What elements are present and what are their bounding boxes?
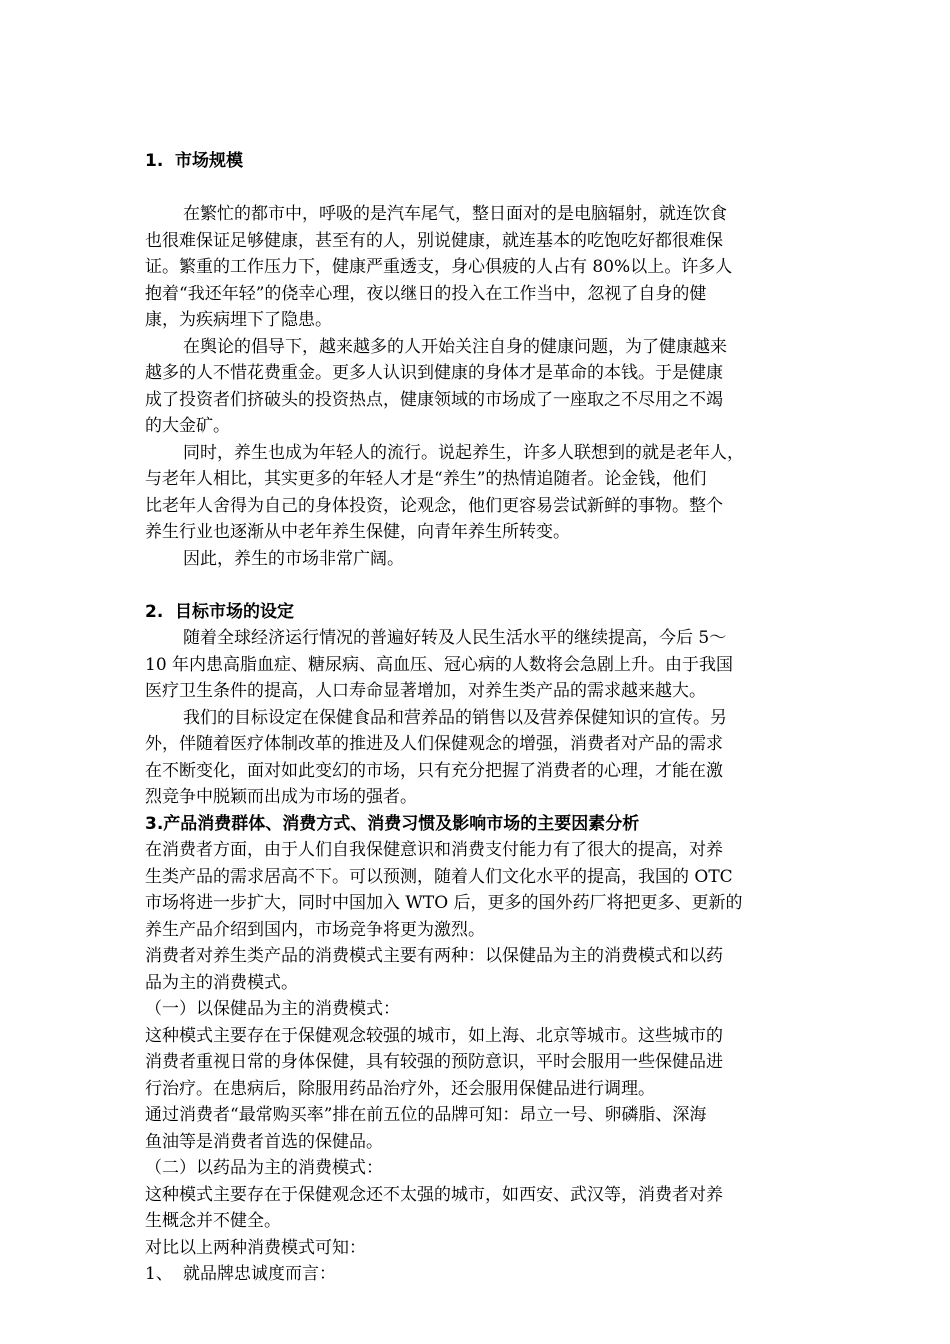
text-line: 烈竞争中脱颖而出成为市场的强者。 bbox=[145, 787, 417, 807]
section-1-paragraph-4 bbox=[145, 546, 805, 573]
section-1-title: 市场规模 bbox=[175, 151, 243, 171]
text-line: 康，为疾病埋下了隐患。 bbox=[145, 310, 332, 330]
text-line: 医疗卫生条件的提高，人口寿命显著增加，对养生类产品的需求越来越大。 bbox=[145, 681, 706, 701]
section-1-paragraph-1 bbox=[145, 201, 805, 334]
subheading-health-products-mode: （一）以保健品为主的消费模式： bbox=[145, 999, 400, 1019]
subheading-medicine-mode: （二）以药品为主的消费模式： bbox=[145, 1158, 383, 1178]
section-1-paragraph-2 bbox=[145, 334, 805, 440]
section-3-heading: 3.产品消费群体、消费方式、消费习惯及影响市场的主要因素分析 bbox=[145, 813, 640, 834]
list-item-text: 就品牌忠诚度而言： bbox=[183, 1264, 336, 1284]
section-2-title: 目标市场的设定 bbox=[175, 601, 294, 622]
list-item bbox=[145, 1261, 805, 1288]
section-2-number: 2. bbox=[145, 601, 164, 622]
text-line: 通过消费者“最常购买率”排在前五位的品牌可知：昂立一号、卵磷脂、深海 bbox=[145, 1105, 707, 1125]
text-line: 在繁忙的都市中，呼吸的是汽车尾气，整日面对的是电脑辐射，就连饮食 bbox=[183, 204, 727, 224]
text-line: 鱼油等是消费者首选的保健品。 bbox=[145, 1131, 383, 1152]
section-2-paragraph-2 bbox=[145, 705, 805, 811]
text-line: 在消费者方面，由于人们自我保健意识和消费支付能力有了很大的提高，对养 bbox=[145, 840, 723, 860]
text-line: 养生行业也逐渐从中老年养生保健，向青年养生所转变。 bbox=[145, 522, 570, 542]
section-1-number: 1. bbox=[145, 151, 164, 171]
text-line: 因此，养生的市场非常广阔。 bbox=[183, 548, 404, 569]
text-line: 比老年人舍得为自己的身体投资，论观念，他们更容易尝试新鲜的事物。整个 bbox=[145, 495, 723, 516]
text-line: 行治疗。在患病后，除服用药品治疗外，还会服用保健品进行调理。 bbox=[145, 1078, 655, 1099]
text-line: 的大金矿。 bbox=[145, 416, 230, 436]
text-line: 这种模式主要存在于保健观念较强的城市，如上海、北京等城市。这些城市的 bbox=[145, 1025, 723, 1046]
text-line: 生类产品的需求居高不下。可以预测，随着人们文化水平的提高，我国的 OTC bbox=[145, 866, 733, 887]
text-line: 也很难保证足够健康，甚至有的人，别说健康，就连基本的吃饱吃好都很难保 bbox=[145, 230, 723, 251]
text-line: 品为主的消费模式。 bbox=[145, 972, 298, 993]
text-line: 与老年人相比，其实更多的年轻人才是“养生”的热情追随者。论金钱，他们 bbox=[145, 469, 707, 489]
section-1-paragraph-3 bbox=[145, 440, 805, 546]
text-line: 10 年内患高脂血症、糖尿病、高血压、冠心病的人数将会急剧上升。由于我国 bbox=[145, 654, 734, 675]
text-line: 市场将进一步扩大，同时中国加入 WTO 后，更多的国外药厂将把更多、更新的 bbox=[145, 893, 743, 913]
section-3-body bbox=[145, 837, 805, 1288]
text-line: 对比以上两种消费模式可知： bbox=[145, 1237, 366, 1258]
text-line: 外，伴随着医疗体制改革的推进及人们保健观念的增强，消费者对产品的需求 bbox=[145, 734, 723, 754]
section-2-heading bbox=[145, 599, 805, 626]
section-2-paragraph-1 bbox=[145, 625, 805, 705]
text-line: 我们的目标设定在保健食品和营养品的销售以及营养保健知识的宣传。另 bbox=[183, 707, 727, 728]
text-line: 养生产品介绍到国内，市场竞争将更为激烈。 bbox=[145, 919, 485, 940]
text-line: 成了投资者们挤破头的投资热点，健康领域的市场成了一座取之不尽用之不竭 bbox=[145, 389, 723, 410]
text-line: 在舆论的倡导下，越来越多的人开始关注自身的健康问题，为了健康越来 bbox=[183, 336, 727, 357]
text-line: 抱着“我还年轻”的侥幸心理，夜以继日的投入在工作当中，忽视了自身的健 bbox=[145, 283, 707, 304]
document-page bbox=[145, 148, 805, 1288]
text-line: 同时，养生也成为年轻人的流行。说起养生，许多人联想到的就是老年人， bbox=[183, 442, 744, 463]
text-line: 消费者重视日常的身体保健，具有较强的预防意识，平时会服用一些保健品进 bbox=[145, 1052, 723, 1072]
list-item-number: 1、 bbox=[145, 1264, 173, 1284]
text-line: 消费者对养生类产品的消费模式主要有两种：以保健品为主的消费模式和以药 bbox=[145, 946, 723, 966]
section-1-heading bbox=[145, 148, 805, 175]
text-line: 生概念并不健全。 bbox=[145, 1211, 281, 1231]
text-line: 随着全球经济运行情况的普遍好转及人民生活水平的继续提高，今后 5～ bbox=[183, 628, 727, 648]
text-line: 证。繁重的工作压力下，健康严重透支，身心俱疲的人占有 80%以上。许多人 bbox=[145, 257, 733, 277]
text-line: 在不断变化，面对如此变幻的市场，只有充分把握了消费者的心理，才能在激 bbox=[145, 760, 723, 781]
text-line: 越多的人不惜花费重金。更多人认识到健康的身体才是革命的本钱。于是健康 bbox=[145, 363, 723, 383]
text-line: 这种模式主要存在于保健观念还不太强的城市，如西安、武汉等，消费者对养 bbox=[145, 1184, 723, 1205]
